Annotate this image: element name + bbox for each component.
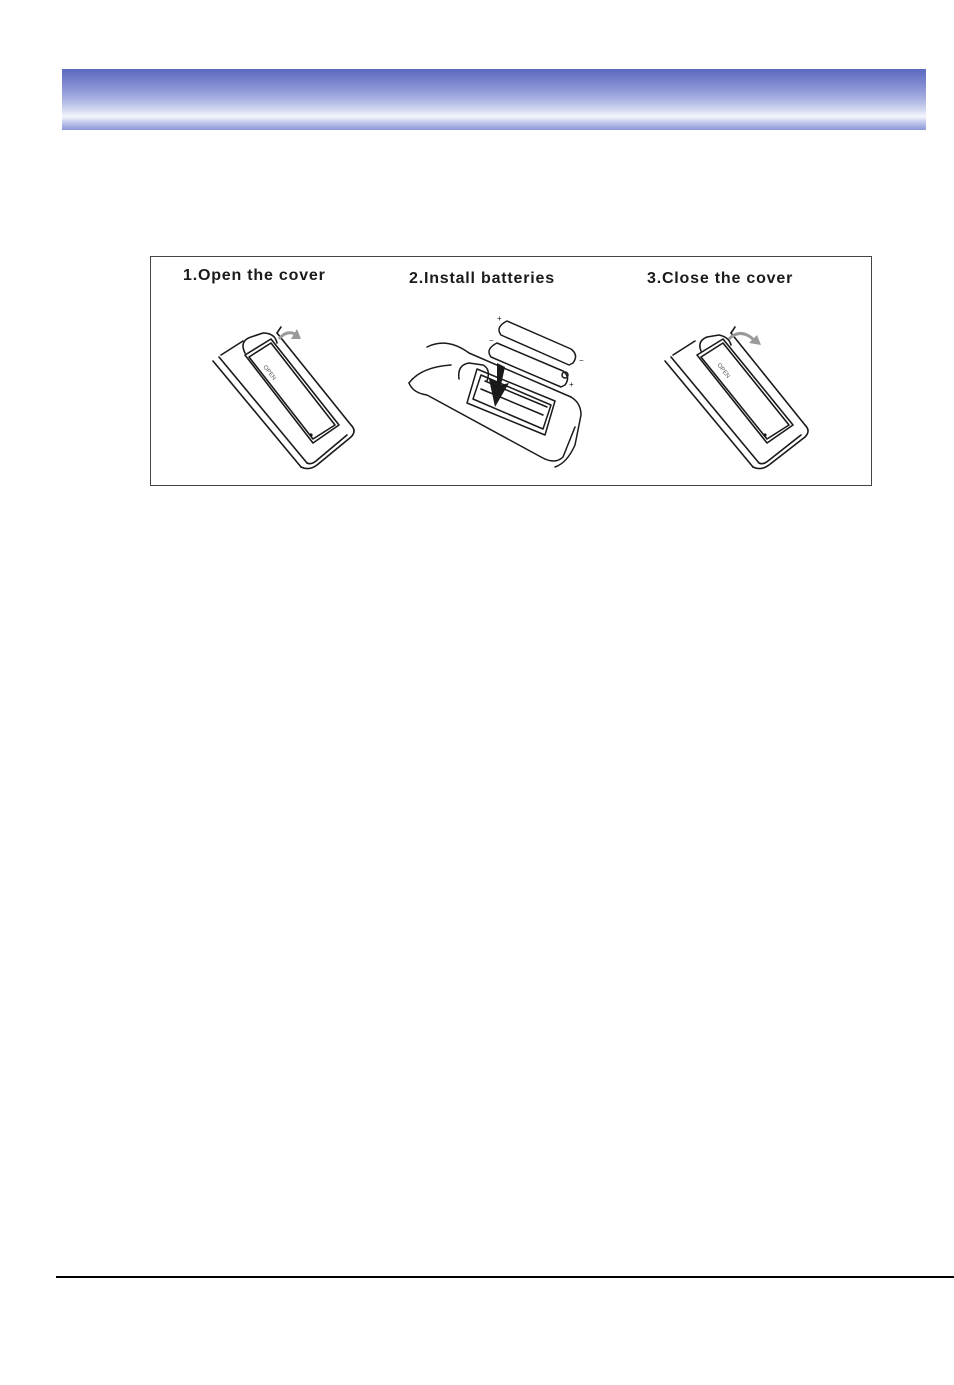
footer-rule (56, 1276, 954, 1278)
step-1-label: 1.Open the cover (183, 267, 326, 284)
step-2-label: 2.Install batteries (409, 270, 555, 287)
svg-text:OPEN: OPEN (261, 364, 277, 382)
remote-cover-close-icon (151, 257, 873, 487)
battery-installation-figure (150, 256, 872, 486)
svg-text:+: + (569, 380, 574, 389)
svg-text:+: + (497, 314, 502, 323)
svg-text:OPEN: OPEN (715, 362, 731, 380)
step-3-label: 3.Close the cover (647, 270, 794, 287)
svg-text:−: − (489, 336, 494, 345)
header-band (62, 69, 926, 130)
svg-text:−: − (579, 356, 584, 365)
